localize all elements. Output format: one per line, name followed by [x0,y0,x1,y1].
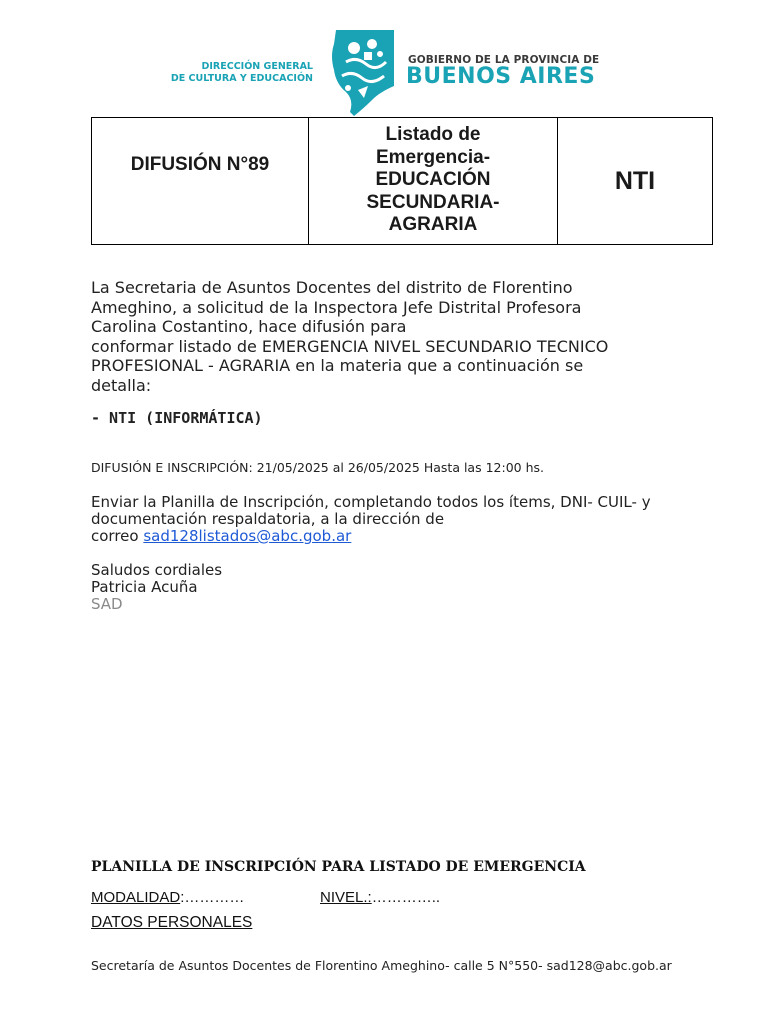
government-label: GOBIERNO DE LA PROVINCIA DE [408,54,600,66]
instruction-line [91,528,691,545]
nivel-field: ………….. [371,889,441,906]
subject-code: NTI [614,166,656,195]
form-title: PLANILLA DE INSCRIPCIÓN PARA LISTADO DE EMERGENCIA [91,859,586,875]
paragraph-line: Carolina Costantino, hace difusión para [91,317,407,336]
dgce-line-1: DIRECCIÓN GENERAL [201,61,313,72]
paragraph-line: La Secretaria de Asuntos Docentes del distrito de Florentino [91,278,573,297]
page-footer: Secretaría de Asuntos Docentes de Florentino Ameghino- calle 5 N°550- sad128@abc.gob.ar [91,958,672,973]
province-name: BUENOS AIRES [406,64,596,89]
province-map-emblem-icon [324,26,402,118]
modalidad-field: :………… [180,889,245,906]
signer-office: SAD [91,595,123,613]
signer-name: Patricia Acuña [91,578,198,596]
email-prefix: correo [91,527,144,545]
email-link[interactable]: sad128listados@abc.gob.ar [143,527,352,545]
signature-block [91,562,222,613]
form-fields-row [91,889,441,906]
list-title-cell [309,118,558,245]
difusion-number-cell [92,118,309,245]
list-title: Listado de Emergencia- EDUCACIÓN SECUNDARIA- AGRARIA [366,124,500,235]
dgce-logo-text [168,61,313,85]
paragraph-line: conformar listado de EMERGENCIA NIVEL SECUNDARIO TECNICO [91,336,609,356]
submission-instructions [91,494,691,545]
paragraph-line: detalla: [91,375,152,395]
instruction-line: Enviar la Planilla de Inscripción, completando todos los ítems, DNI- CUIL- y [91,493,651,511]
paragraph-line: PROFESIONAL - AGRARIA en la materia que a continuación se [91,356,584,375]
paragraph-line: Ameghino, a solicitud de la Inspectora Jefe Distrital Profesora [91,297,582,317]
announcement-paragraph [91,278,691,395]
title-table [91,117,713,245]
subject-item: - NTI (INFORMÁTICA) [91,409,263,427]
registration-dates: DIFUSIÓN E INSCRIPCIÓN: 21/05/2025 al 26/05/2025 Hasta las 12:00 hs. [91,460,544,475]
nivel-group [320,889,440,906]
modalidad-label: MODALIDAD [91,889,181,906]
personal-data-heading: DATOS PERSONALES [91,914,253,931]
difusion-number: DIFUSIÓN N°89 [130,154,270,175]
instruction-line: documentación respaldatoria, a la dirección de [91,510,445,528]
greeting: Saludos cordiales [91,561,223,579]
dgce-line-2: DE CULTURA Y EDUCACIÓN [170,73,313,84]
header-logo [168,26,608,118]
subject-code-cell [558,118,713,245]
nivel-label: NIVEL.: [320,889,372,906]
